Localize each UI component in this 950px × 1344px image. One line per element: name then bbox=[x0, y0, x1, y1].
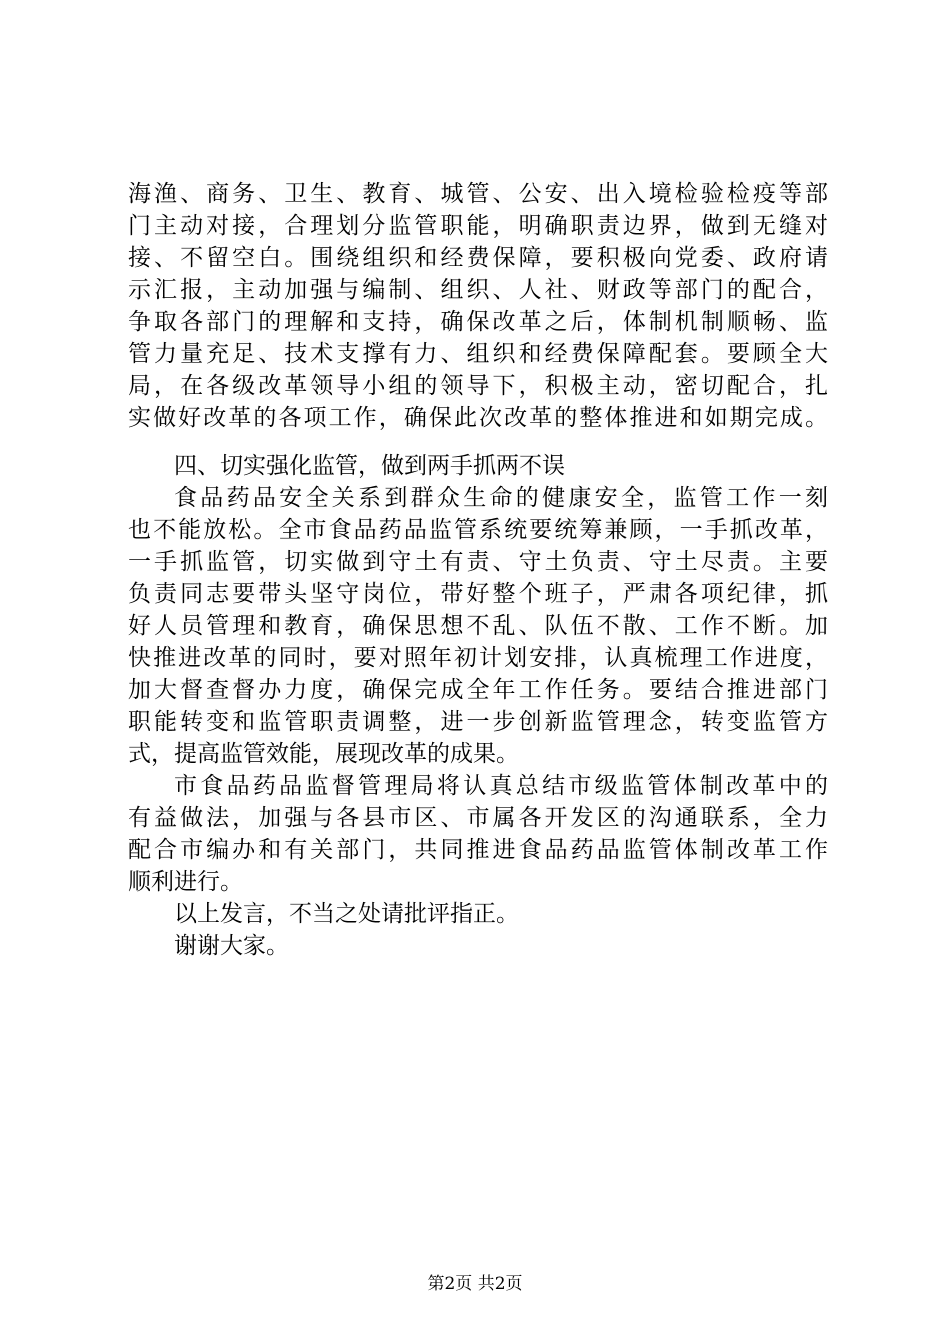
paragraph-line: 加大督查督办力度，确保完成全年工作任务。要结合推进部门 bbox=[128, 677, 828, 703]
paragraph-line: 局，在各级改革领导小组的领导下，积极主动，密切配合，扎 bbox=[128, 373, 828, 399]
paragraph-line: 配合市编办和有关部门，共同推进食品药品监管体制改革工作 bbox=[128, 837, 828, 863]
paragraph-line: 好人员管理和教育，确保思想不乱、队伍不散、工作不断。加 bbox=[128, 613, 828, 639]
paragraph-line: 示汇报，主动加强与编制、组织、人社、财政等部门的配合， bbox=[128, 277, 828, 303]
paragraph-line: 管力量充足、技术支撑有力、组织和经费保障配套。要顾全大 bbox=[128, 341, 828, 367]
paragraph-line: 门主动对接，合理划分监管职能，明确职责边界，做到无缝对 bbox=[128, 213, 828, 239]
closing-remark: 以上发言，不当之处请批评指正。 bbox=[174, 901, 519, 927]
paragraph-line: 争取各部门的理解和支持，确保改革之后，体制机制顺畅、监 bbox=[128, 309, 828, 335]
paragraph-line: 式，提高监管效能，展现改革的成果。 bbox=[128, 741, 519, 767]
paragraph-line: 食品药品安全关系到群众生命的健康安全，监管工作一刻 bbox=[174, 485, 828, 511]
paragraph-line: 市食品药品监督管理局将认真总结市级监管体制改革中的 bbox=[174, 773, 828, 799]
page-footer: 第2页 共2页 bbox=[427, 1274, 523, 1294]
paragraph-line: 一手抓监管，切实做到守土有责、守土负责、守土尽责。主要 bbox=[128, 549, 828, 575]
paragraph-line: 负责同志要带头坚守岗位，带好整个班子，严肃各项纪律，抓 bbox=[128, 581, 828, 607]
paragraph-line: 顺利进行。 bbox=[128, 869, 243, 895]
paragraph-line: 实做好改革的各项工作，确保此次改革的整体推进和如期完成。 bbox=[128, 405, 828, 431]
paragraph-line: 也不能放松。全市食品药品监管系统要统筹兼顾，一手抓改革， bbox=[128, 517, 828, 543]
paragraph-line: 快推进改革的同时，要对照年初计划安排，认真梳理工作进度， bbox=[128, 645, 828, 671]
paragraph-line: 海渔、商务、卫生、教育、城管、公安、出入境检验检疫等部 bbox=[128, 181, 828, 207]
closing-thanks: 谢谢大家。 bbox=[174, 933, 289, 959]
paragraph-line: 有益做法，加强与各县市区、市属各开发区的沟通联系，全力 bbox=[128, 805, 828, 831]
paragraph-line: 接、不留空白。围绕组织和经费保障，要积极向党委、政府请 bbox=[128, 245, 828, 271]
paragraph-line: 职能转变和监管职责调整，进一步创新监管理念，转变监管方 bbox=[128, 709, 828, 735]
section-heading: 四、切实强化监管，做到两手抓两不误 bbox=[174, 453, 565, 479]
